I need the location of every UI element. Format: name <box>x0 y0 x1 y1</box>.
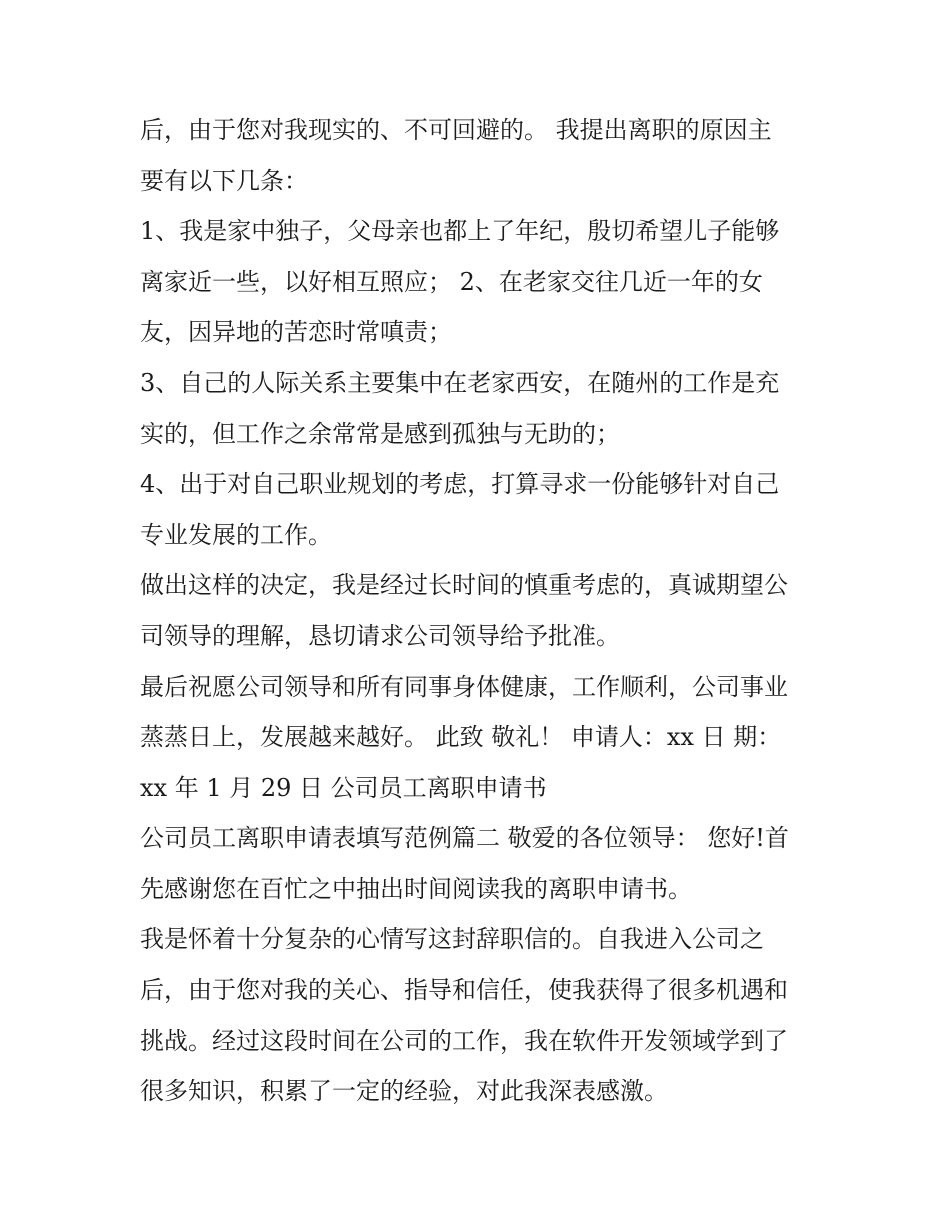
text-line: 专业发展的工作。 <box>140 521 332 549</box>
text-line: 3、自己的人际关系主要集中在老家西安，在随州的工作是充 <box>140 369 780 397</box>
text-line: 实的，但工作之余常常是感到孤独与无助的； <box>140 420 620 448</box>
text-line: 先感谢您在百忙之中抽出时间阅读我的离职申请书。 <box>140 875 692 903</box>
text-line: 后，由于您对我现实的、不可回避的。 我提出离职的原因主 <box>140 116 772 144</box>
text-line: 做出这样的决定，我是经过长时间的慎重考虑的，真诚期望公 <box>140 571 788 599</box>
text-line: 离家近一些，以好相互照应； 2、在老家交往几近一年的女 <box>140 268 763 296</box>
text-line: 最后祝愿公司领导和所有同事身体健康，工作顺利，公司事业 <box>140 673 788 701</box>
text-line: 公司员工离职申请表填写范例篇二 敬爱的各位领导： 您好!首 <box>140 824 789 852</box>
text-line: 司领导的理解，恳切请求公司领导给予批准。 <box>140 622 620 650</box>
text-line: 我是怀着十分复杂的心情写这封辞职信的。自我进入公司之 <box>140 925 764 953</box>
text-line: 挑战。经过这段时间在公司的工作，我在软件开发领域学到了 <box>140 1027 788 1055</box>
text-line: 蒸蒸日上，发展越来越好。 此致 敬礼！ 申请人：xx 日 期： <box>140 723 782 751</box>
text-line: 友，因异地的苦恋时常嗔责； <box>140 318 452 346</box>
text-line: xx 年 1 月 29 日 公司员工离职申请书 <box>140 774 547 802</box>
text-line: 要有以下几条： <box>140 167 308 195</box>
text-line: 很多知识，积累了一定的经验，对此我深表感激。 <box>140 1077 668 1105</box>
text-line: 4、出于对自己职业规划的考虑，打算寻求一份能够针对自己 <box>140 470 780 498</box>
text-line: 1、我是家中独子，父母亲也都上了年纪，殷切希望儿子能够 <box>140 217 780 245</box>
text-line: 后，由于您对我的关心、指导和信任，使我获得了很多机遇和 <box>140 976 788 1004</box>
